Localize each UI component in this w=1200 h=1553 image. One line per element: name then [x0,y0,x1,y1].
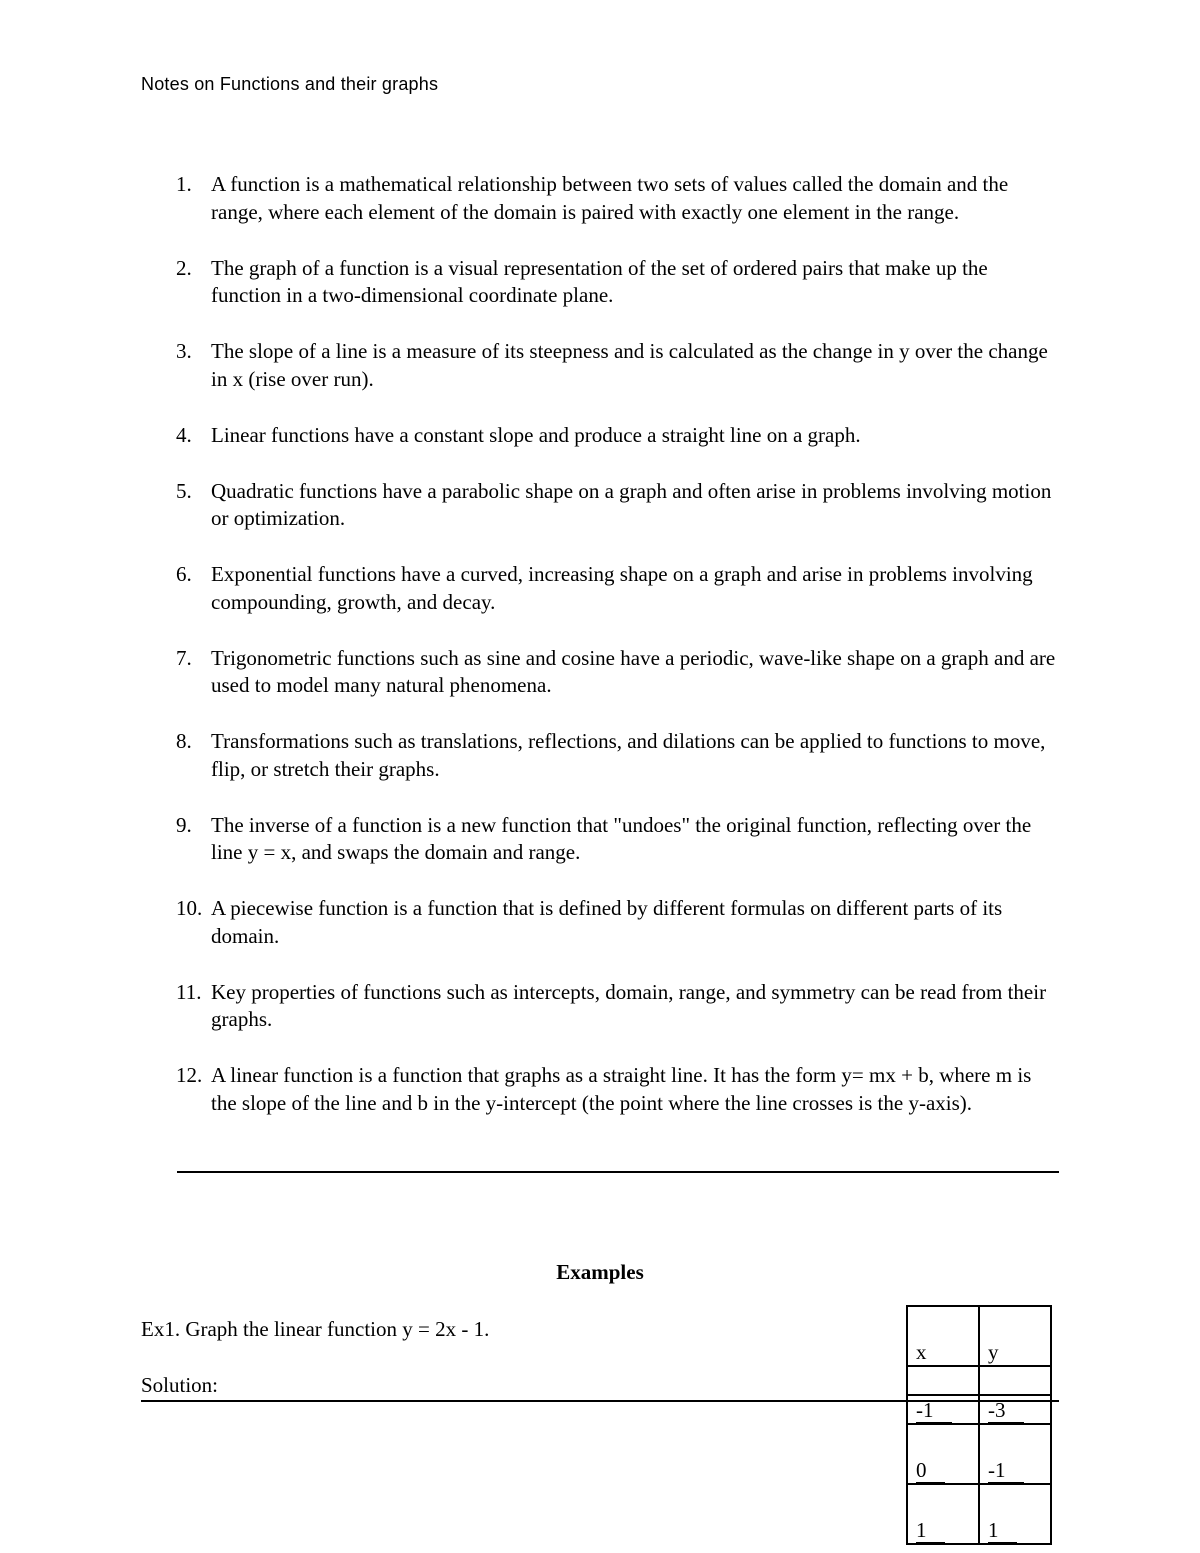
cell-x: 0 [916,1458,945,1483]
note-item [172,422,1062,450]
note-number: 12. [176,1063,203,1087]
note-text: Exponential functions have a curved, increasing shape on a graph and arise in problems involving compounding, growth, and decay. [211,562,1033,614]
note-item [172,812,1062,867]
note-text: The slope of a line is a measure of its steepness and is calculated as the change in y over the change in x (rise over run). [211,339,1048,391]
note-number: 7. [176,645,192,670]
note-number: 5. [176,478,192,503]
cell-y: -1 [988,1458,1024,1483]
note-item [172,1062,1062,1117]
notes-list [172,171,1062,1117]
note-text: Trigonometric functions such as sine and cosine have a periodic, wave-like shape on a graph and are used to model many natural phenomena. [211,645,1056,697]
note-item [172,255,1062,310]
header-x: x [916,1340,927,1364]
table-row [907,1484,1051,1544]
note-number: 3. [176,339,192,363]
note-text: The graph of a function is a visual representation of the set of ordered pairs that make up the function in a two-dimensional coordinate plane. [211,255,988,307]
note-item [172,979,1062,1034]
table-header-row [907,1306,1051,1366]
xy-value-table [906,1305,1052,1545]
example-1-solution-label: Solution: [141,1373,219,1397]
table-cell [979,1366,1051,1395]
note-item [172,478,1062,533]
note-text: A piecewise function is a function that is defined by different formulas on different parts of its domain. [211,896,1003,948]
note-number: 9. [176,812,192,837]
document-title: Notes on Functions and their graphs [141,74,439,94]
examples-heading: Examples [556,1260,644,1284]
note-number: 4. [176,422,192,447]
table-cell [979,1484,1051,1544]
cell-y: 1 [988,1518,1017,1543]
note-item [172,338,1062,393]
table-header-cell [907,1306,979,1366]
note-number: 6. [176,562,192,586]
table-row [907,1395,1051,1424]
notes-divider [177,1171,1059,1173]
note-text: Transformations such as translations, reflections, and dilations can be applied to functions to move, flip, or stretch their graphs. [211,729,1046,781]
note-item [172,728,1062,783]
header-y: y [988,1340,999,1364]
note-item [172,645,1062,700]
cell-x: -1 [916,1398,952,1423]
note-item [172,561,1062,616]
table-cell [979,1395,1051,1424]
note-number: 11. [176,979,202,1004]
cell-y: -3 [988,1398,1024,1423]
note-number: 2. [176,255,192,280]
note-text: A function is a mathematical relationship between two sets of values called the domain and the range, where each element of the domain is paired with exactly one element in the range. [211,172,1009,224]
table-row [907,1424,1051,1484]
table-cell [907,1424,979,1484]
table-cell [907,1484,979,1544]
note-text: Linear functions have a constant slope and produce a straight line on a graph. [211,422,861,447]
note-item [172,895,1062,950]
note-item [172,171,1062,226]
note-text: Quadratic functions have a parabolic shape on a graph and often arise in problems involving motion or optimization. [211,478,1052,530]
cell-x: 1 [916,1518,945,1543]
table-header-cell [979,1306,1051,1366]
note-text: The inverse of a function is a new function that "undoes" the original function, reflecting over the line y = x, and swaps the domain and range. [211,812,1032,864]
note-number: 8. [176,729,192,753]
note-number: 10. [176,896,203,920]
note-text: A linear function is a function that graphs as a straight line. It has the form y= mx + b, where m is the slope of the line and b in the y-intercept (the point where the line crosses is the y-axis). [211,1063,1032,1115]
note-number: 1. [176,172,192,196]
example-1-question: Ex1. Graph the linear function y = 2x - 1. [141,1317,490,1341]
table-blank-row [907,1366,1051,1395]
table-cell [907,1395,979,1424]
note-text: Key properties of functions such as intercepts, domain, range, and symmetry can be read from their graphs. [211,979,1047,1031]
table-cell [979,1424,1051,1484]
table-cell [907,1366,979,1395]
